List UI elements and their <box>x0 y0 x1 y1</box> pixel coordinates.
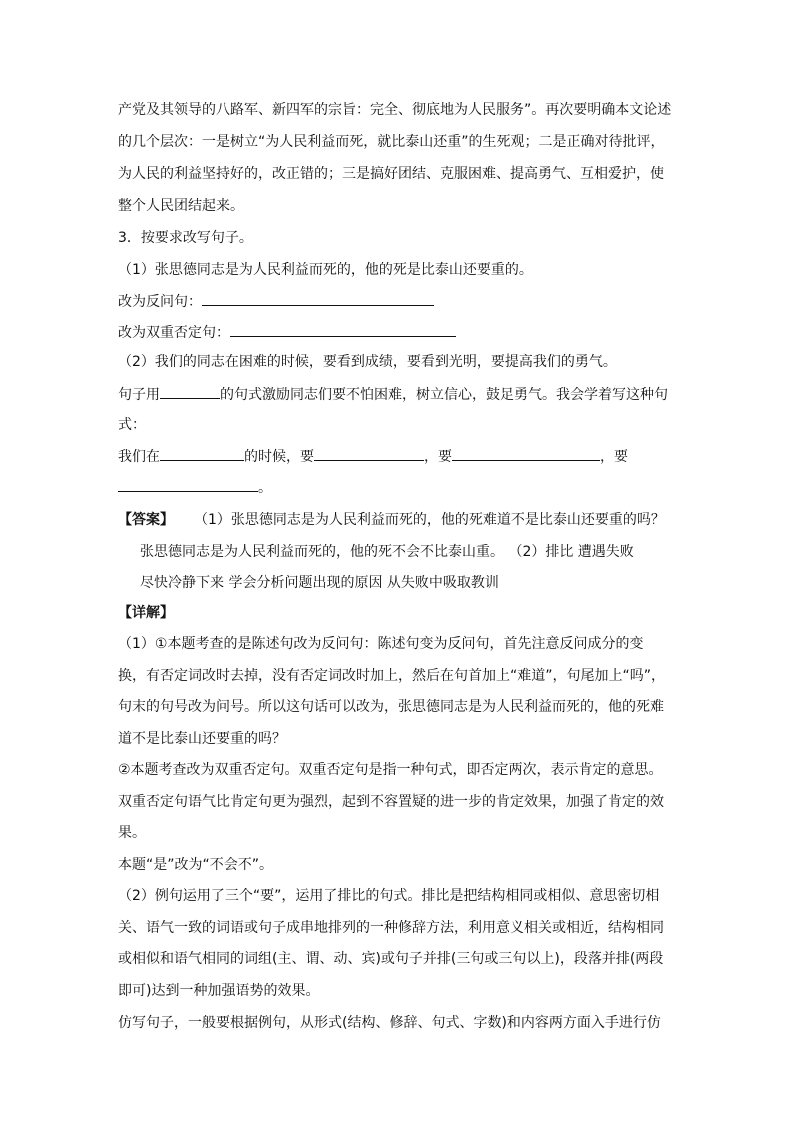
answer-text-1: （1）张思德同志是为人民利益而死的，他的死难道不是比泰山还要重的吗？ <box>194 512 665 528</box>
rewrite-rhetorical-line <box>118 291 434 312</box>
question-title: 3．按要求改写句子。 <box>118 230 253 246</box>
answer-label: 【答案】 <box>118 512 174 528</box>
text-segment: 我们在 <box>118 449 160 465</box>
detail-label: 【详解】 <box>118 605 174 621</box>
text-segment: 句子用 <box>118 387 160 403</box>
detail-line: 本题“是”改为“不会不”。 <box>118 857 274 873</box>
question-item-1: （1）张思德同志是为人民利益而死的，他的死是比泰山还要重的。 <box>118 262 533 278</box>
answer-line-1 <box>118 510 665 530</box>
detail-line: 句末的句号改为问号。所以这句话可以改为，张思德同志是为人民利益而死的，他的死难 <box>118 699 664 715</box>
intro-line-3: 为人民的利益坚持好的，改正错的；三是搞好团结、克服困难、提高勇气、互相爱护，使 <box>118 166 664 182</box>
intro-line-1: 产党及其领导的八路军、新四军的宗旨：完全、彻底地为人民服务”。再次要明确本文论述 <box>118 102 672 118</box>
detail-line: ②本题考查改为双重否定句。双重否定句是指一种句式，即否定两次，表示肯定的意思。 <box>118 762 663 778</box>
answer-blank[interactable] <box>202 291 434 306</box>
text-segment: ，要 <box>600 449 628 465</box>
imitation-line <box>118 446 628 467</box>
rewrite-double-negative-line <box>118 322 456 343</box>
detail-line: （1）①本题考查的是陈述句改为反问句：陈述句变为反问句，首先注意反问成分的变 <box>118 636 644 652</box>
answer-blank[interactable] <box>118 477 258 492</box>
text-segment: ，要 <box>424 449 452 465</box>
answer-blank[interactable] <box>314 446 424 461</box>
sentence-pattern-line <box>118 384 668 405</box>
detail-line: 换，有否定词改时去掉，没有否定词改时加上，然后在句首加上“难道”，句尾加上“吗”， <box>118 668 666 684</box>
detail-line: 即可)达到一种加强语势的效果。 <box>118 983 320 999</box>
rewrite-rhetorical-label: 改为反问句： <box>118 294 202 310</box>
intro-line-2: 的几个层次：一是树立“为人民利益而死，就比泰山还重”的生死观；二是正确对待批评， <box>118 134 665 150</box>
answer-line-3: 尽快冷静下来 学会分析问题出现的原因 从失败中吸取教训 <box>140 575 499 591</box>
text-segment: 的句式激励同志们要不怕困难，树立信心，鼓足勇气。我会学着写这种句 <box>220 387 668 403</box>
question-item-2: （2）我们的同志在困难的时候，要看到成绩，要看到光明，要提高我们的勇气。 <box>118 354 617 370</box>
detail-line: 果。 <box>118 825 146 841</box>
detail-line: （2）例句运用了三个“要”，运用了排比的句式。排比是把结构相同或相似、意思密切相 <box>118 888 660 904</box>
answer-blank[interactable] <box>452 446 600 461</box>
answer-line-2: 张思德同志是为人民利益而死的，他的死不会不比泰山重。 （2）排比 遭遇失败 <box>140 544 634 560</box>
answer-blank[interactable] <box>230 322 456 337</box>
detail-line: 关、语气一致的词语或句子成串地排列的一种修辞方法，利用意义相关或相近，结构相同 <box>118 920 664 936</box>
text-segment: 。 <box>258 480 272 496</box>
detail-line: 仿写句子，一般要根据例句，从形式(结构、修辞、句式、字数)和内容两方面入手进行仿 <box>118 1015 661 1031</box>
detail-line: 或相似和语气相同的词组(主、谓、动、宾)或句子并排(三句或三句以上)，段落并排(两段 <box>118 951 664 967</box>
detail-line: 双重否定句语气比肯定句更为强烈，起到不容置疑的进一步的肯定效果，加强了肯定的效 <box>118 794 664 810</box>
imitation-line-2 <box>118 477 272 498</box>
text-segment: 的时候，要 <box>244 449 314 465</box>
intro-line-4: 整个人民团结起来。 <box>118 198 244 214</box>
sentence-pattern-line-2: 式： <box>118 417 146 433</box>
answer-blank[interactable] <box>160 384 220 399</box>
rewrite-double-negative-label: 改为双重否定句： <box>118 325 230 341</box>
detail-line: 道不是比泰山还要重的吗？ <box>118 731 286 747</box>
answer-blank[interactable] <box>160 446 244 461</box>
